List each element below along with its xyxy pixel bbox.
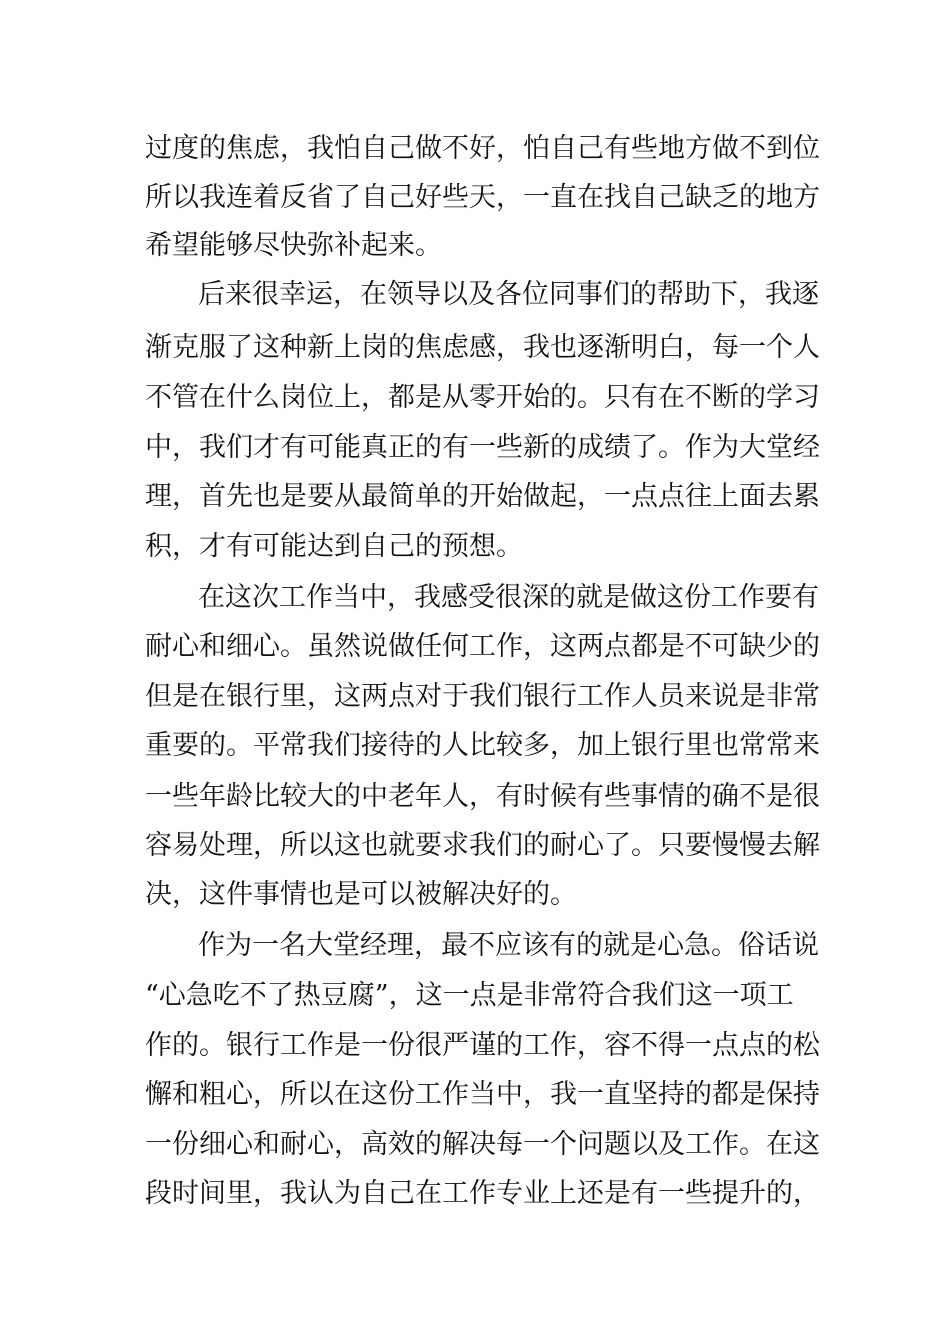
text-line: 过度的焦虑，我怕自己做不好，怕自己有些地方做不到位 [145,133,820,164]
paragraph-start-line: 后来很幸运，在领导以及各位同事们的帮助下，我逐 [198,279,819,310]
text-line: 决，这件事情也是可以被解决好的。 [145,879,577,910]
text-line: 渐克服了这种新上岗的焦虑感，我也逐渐明白，每一个人 [145,332,820,363]
text-line: 懈和粗心，所以在这份工作当中，我一直坚持的都是保持 [145,1079,820,1110]
text-line: 理，首先也是要从最简单的开始做起，一点点往上面去累 [145,481,820,512]
text-line: 段时间里，我认为自己在工作专业上还是有一些提升的， [145,1178,820,1209]
text-line: 耐心和细心。虽然说做任何工作，这两点都是不可缺少的 [145,631,820,662]
text-line: 但是在银行里，这两点对于我们银行工作人员来说是非常 [145,681,820,712]
text-line: 积，才有可能达到自己的预想。 [145,531,523,562]
text-line: “心急吃不了热豆腐”，这一点是非常符合我们这一项工 [145,980,794,1011]
text-line: 容易处理，所以这也就要求我们的耐心了。只要慢慢去解 [145,830,820,861]
text-line: 所以我连着反省了自己好些天，一直在找自己缺乏的地方 [145,182,820,213]
text-line: 一些年龄比较大的中老年人，有时候有些事情的确不是很 [145,781,820,812]
paragraph-start-line: 作为一名大堂经理，最不应该有的就是心急。俗话说 [198,930,819,961]
paragraph-start-line: 在这次工作当中，我感受很深的就是做这份工作要有 [198,582,819,613]
text-line: 不管在什么岗位上，都是从零开始的。只有在不断的学习 [145,382,820,413]
text-line: 希望能够尽快弥补起来。 [145,230,442,261]
text-line: 重要的。平常我们接待的人比较多，加上银行里也常常来 [145,730,820,761]
text-line: 作的。银行工作是一份很严谨的工作，容不得一点点的松 [145,1030,820,1061]
text-line: 中，我们才有可能真正的有一些新的成绩了。作为大堂经 [145,432,820,463]
text-line: 一份细心和耐心，高效的解决每一个问题以及工作。在这 [145,1129,820,1160]
